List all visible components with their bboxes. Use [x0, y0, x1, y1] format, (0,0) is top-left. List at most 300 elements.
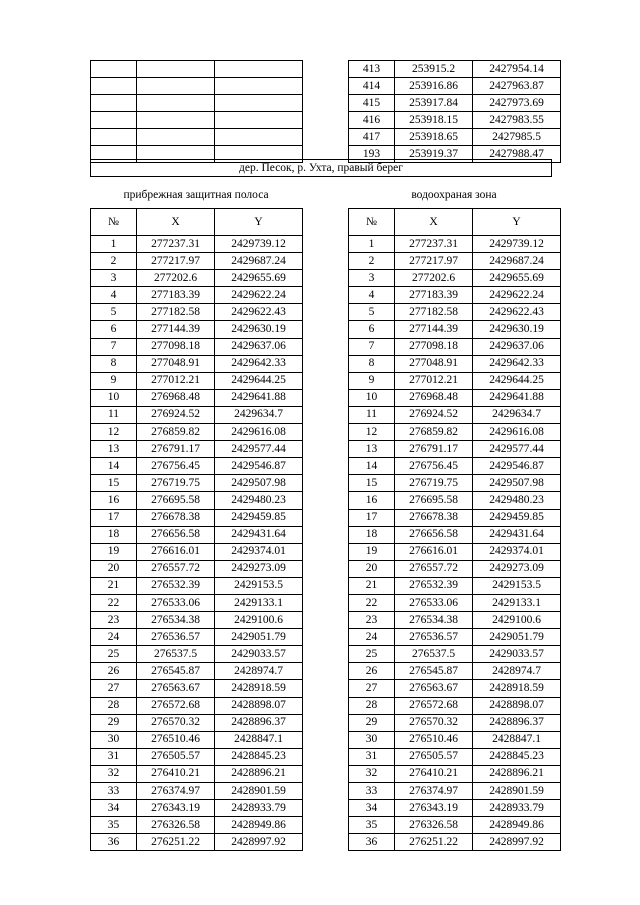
header-number: № [91, 209, 137, 236]
right-table-title: водоохраная зона [411, 189, 497, 201]
table-row [91, 129, 303, 146]
x-coordinate-cell: 276756.45 [137, 458, 215, 475]
x-coordinate-cell: 276537.5 [137, 646, 215, 663]
point-number-cell: 27 [349, 680, 395, 697]
point-number-cell: 417 [349, 129, 395, 146]
table-row [349, 543, 561, 560]
y-coordinate-cell: 2429577.44 [215, 441, 303, 458]
table-row [349, 61, 561, 78]
water-protection-zone-table [348, 208, 561, 851]
y-coordinate-cell: 2429133.1 [473, 594, 561, 611]
x-coordinate-cell [137, 78, 215, 95]
point-number-cell: 28 [91, 697, 137, 714]
x-coordinate-cell: 253915.2 [395, 61, 473, 78]
table-row [91, 577, 303, 594]
table-row [349, 594, 561, 611]
x-coordinate-cell: 276570.32 [395, 714, 473, 731]
point-number-cell: 25 [91, 646, 137, 663]
point-number-cell: 18 [349, 526, 395, 543]
y-coordinate-cell: 2429641.88 [215, 389, 303, 406]
x-coordinate-cell: 276557.72 [137, 560, 215, 577]
table-row [91, 253, 303, 270]
y-coordinate-cell: 2427963.87 [473, 78, 561, 95]
table-row [91, 406, 303, 423]
point-number-cell: 9 [91, 372, 137, 389]
point-number-cell: 16 [349, 492, 395, 509]
x-coordinate-cell: 276695.58 [137, 492, 215, 509]
x-coordinate-cell: 276563.67 [395, 680, 473, 697]
x-coordinate-cell: 276545.87 [395, 663, 473, 680]
table-row [91, 355, 303, 372]
y-coordinate-cell: 2429051.79 [473, 629, 561, 646]
x-coordinate-cell: 276410.21 [137, 765, 215, 782]
y-coordinate-cell: 2429546.87 [473, 458, 561, 475]
table-row [91, 236, 303, 253]
point-number-cell: 24 [349, 629, 395, 646]
point-number-cell: 16 [91, 492, 137, 509]
point-number-cell: 30 [91, 731, 137, 748]
point-number-cell: 27 [91, 680, 137, 697]
point-number-cell: 35 [349, 817, 395, 834]
y-coordinate-cell: 2428949.86 [473, 817, 561, 834]
point-number-cell: 3 [349, 270, 395, 287]
table-row [349, 748, 561, 765]
top-left-empty-table [90, 60, 303, 163]
table-row [91, 526, 303, 543]
y-coordinate-cell: 2428974.7 [215, 663, 303, 680]
point-number-cell: 14 [349, 458, 395, 475]
y-coordinate-cell: 2428997.92 [473, 834, 561, 851]
x-coordinate-cell: 277012.21 [395, 372, 473, 389]
point-number-cell: 12 [91, 424, 137, 441]
point-number-cell: 1 [91, 236, 137, 253]
x-coordinate-cell: 276859.82 [395, 424, 473, 441]
point-number-cell: 30 [349, 731, 395, 748]
y-coordinate-cell: 2429634.7 [215, 406, 303, 423]
x-coordinate-cell: 276510.46 [395, 731, 473, 748]
y-coordinate-cell: 2429507.98 [473, 475, 561, 492]
y-coordinate-cell: 2428974.7 [473, 663, 561, 680]
x-coordinate-cell: 277217.97 [395, 253, 473, 270]
table-row [349, 112, 561, 129]
y-coordinate-cell: 2428918.59 [215, 680, 303, 697]
point-number-cell [91, 61, 137, 78]
x-coordinate-cell: 276616.01 [137, 543, 215, 560]
table-row [349, 663, 561, 680]
y-coordinate-cell: 2429641.88 [473, 389, 561, 406]
y-coordinate-cell: 2427985.5 [473, 129, 561, 146]
table-row [91, 783, 303, 800]
x-coordinate-cell: 276533.06 [395, 594, 473, 611]
point-number-cell: 23 [349, 612, 395, 629]
x-coordinate-cell: 276572.68 [395, 697, 473, 714]
x-coordinate-cell: 276532.39 [137, 577, 215, 594]
table-row [349, 800, 561, 817]
point-number-cell: 3 [91, 270, 137, 287]
y-coordinate-cell: 2428896.21 [215, 765, 303, 782]
table-row [349, 270, 561, 287]
header-x: X [137, 209, 215, 236]
table-row [349, 526, 561, 543]
point-number-cell: 14 [91, 458, 137, 475]
y-coordinate-cell: 2429033.57 [473, 646, 561, 663]
x-coordinate-cell: 253917.84 [395, 95, 473, 112]
point-number-cell: 22 [91, 594, 137, 611]
table-row [349, 577, 561, 594]
table-row [91, 372, 303, 389]
header-y: Y [473, 209, 561, 236]
table-row [349, 338, 561, 355]
y-coordinate-cell: 2429642.33 [473, 355, 561, 372]
y-coordinate-cell: 2429459.85 [473, 509, 561, 526]
table-row [349, 509, 561, 526]
table-row [349, 817, 561, 834]
x-coordinate-cell: 277202.6 [137, 270, 215, 287]
x-coordinate-cell: 276545.87 [137, 663, 215, 680]
point-number-cell: 9 [349, 372, 395, 389]
y-coordinate-cell: 2429637.06 [473, 338, 561, 355]
x-coordinate-cell: 276678.38 [137, 509, 215, 526]
point-number-cell: 415 [349, 95, 395, 112]
point-number-cell: 2 [349, 253, 395, 270]
x-coordinate-cell: 276251.22 [395, 834, 473, 851]
y-coordinate-cell [215, 112, 303, 129]
x-coordinate-cell: 276719.75 [395, 475, 473, 492]
point-number-cell: 414 [349, 78, 395, 95]
y-coordinate-cell: 2429622.43 [473, 304, 561, 321]
x-coordinate-cell: 253918.65 [395, 129, 473, 146]
table-row [91, 338, 303, 355]
table-row [91, 748, 303, 765]
x-coordinate-cell: 277183.39 [395, 287, 473, 304]
y-coordinate-cell: 2429637.06 [215, 338, 303, 355]
x-coordinate-cell: 276534.38 [395, 612, 473, 629]
y-coordinate-cell: 2428847.1 [215, 731, 303, 748]
point-number-cell: 7 [91, 338, 137, 355]
y-coordinate-cell: 2429577.44 [473, 441, 561, 458]
table-row [349, 646, 561, 663]
x-coordinate-cell [137, 129, 215, 146]
x-coordinate-cell: 276326.58 [137, 817, 215, 834]
y-coordinate-cell: 2429374.01 [473, 543, 561, 560]
y-coordinate-cell: 2429630.19 [215, 321, 303, 338]
y-coordinate-cell: 2429634.7 [473, 406, 561, 423]
x-coordinate-cell: 276678.38 [395, 509, 473, 526]
y-coordinate-cell: 2428896.37 [215, 714, 303, 731]
y-coordinate-cell: 2429459.85 [215, 509, 303, 526]
point-number-cell: 26 [349, 663, 395, 680]
point-number-cell: 13 [91, 441, 137, 458]
point-number-cell: 5 [349, 304, 395, 321]
table-row [91, 78, 303, 95]
table-row [349, 287, 561, 304]
table-row [91, 95, 303, 112]
point-number-cell: 34 [91, 800, 137, 817]
point-number-cell: 8 [91, 355, 137, 372]
header-number: № [349, 209, 395, 236]
y-coordinate-cell [215, 95, 303, 112]
x-coordinate-cell: 276656.58 [137, 526, 215, 543]
y-coordinate-cell: 2429051.79 [215, 629, 303, 646]
point-number-cell: 10 [91, 389, 137, 406]
table-row [91, 594, 303, 611]
y-coordinate-cell: 2429273.09 [473, 560, 561, 577]
y-coordinate-cell: 2427973.69 [473, 95, 561, 112]
x-coordinate-cell: 253918.15 [395, 112, 473, 129]
table-row [349, 714, 561, 731]
point-number-cell: 32 [349, 765, 395, 782]
point-number-cell: 6 [349, 321, 395, 338]
x-coordinate-cell: 276924.52 [137, 406, 215, 423]
point-number-cell: 12 [349, 424, 395, 441]
y-coordinate-cell: 2429546.87 [215, 458, 303, 475]
table-row [91, 800, 303, 817]
point-number-cell: 19 [91, 543, 137, 560]
y-coordinate-cell: 2429133.1 [215, 594, 303, 611]
x-coordinate-cell [137, 61, 215, 78]
y-coordinate-cell [215, 78, 303, 95]
point-number-cell: 29 [91, 714, 137, 731]
point-number-cell: 11 [349, 406, 395, 423]
x-coordinate-cell: 276656.58 [395, 526, 473, 543]
table-row [91, 270, 303, 287]
y-coordinate-cell: 2429480.23 [215, 492, 303, 509]
x-coordinate-cell: 276791.17 [395, 441, 473, 458]
x-coordinate-cell: 276616.01 [395, 543, 473, 560]
point-number-cell: 11 [91, 406, 137, 423]
point-number-cell: 5 [91, 304, 137, 321]
y-coordinate-cell: 2429642.33 [215, 355, 303, 372]
point-number-cell: 36 [349, 834, 395, 851]
point-number-cell: 2 [91, 253, 137, 270]
point-number-cell: 36 [91, 834, 137, 851]
point-number-cell: 33 [349, 783, 395, 800]
point-number-cell: 6 [91, 321, 137, 338]
y-coordinate-cell: 2429687.24 [215, 253, 303, 270]
y-coordinate-cell: 2428847.1 [473, 731, 561, 748]
y-coordinate-cell: 2428898.07 [215, 697, 303, 714]
y-coordinate-cell: 2429622.24 [215, 287, 303, 304]
x-coordinate-cell: 276251.22 [137, 834, 215, 851]
table-header-row [91, 209, 303, 236]
y-coordinate-cell: 2429507.98 [215, 475, 303, 492]
x-coordinate-cell: 276343.19 [395, 800, 473, 817]
table-row [91, 112, 303, 129]
point-number-cell: 25 [349, 646, 395, 663]
y-coordinate-cell: 2428933.79 [473, 800, 561, 817]
x-coordinate-cell: 277144.39 [395, 321, 473, 338]
x-coordinate-cell: 276791.17 [137, 441, 215, 458]
y-coordinate-cell: 2429100.6 [473, 612, 561, 629]
y-coordinate-cell: 2427988.47 [473, 146, 561, 163]
y-coordinate-cell: 2429100.6 [215, 612, 303, 629]
point-number-cell [91, 95, 137, 112]
table-row [91, 646, 303, 663]
point-number-cell [91, 78, 137, 95]
x-coordinate-cell: 277183.39 [137, 287, 215, 304]
table-row [91, 560, 303, 577]
coastal-protection-strip-table [90, 208, 303, 851]
y-coordinate-cell: 2429273.09 [215, 560, 303, 577]
point-number-cell: 15 [91, 475, 137, 492]
x-coordinate-cell: 276756.45 [395, 458, 473, 475]
point-number-cell: 21 [91, 577, 137, 594]
table-row [349, 78, 561, 95]
point-number-cell: 31 [349, 748, 395, 765]
table-row [349, 458, 561, 475]
table-row [91, 304, 303, 321]
y-coordinate-cell: 2429739.12 [473, 236, 561, 253]
header-y: Y [215, 209, 303, 236]
point-number-cell: 31 [91, 748, 137, 765]
x-coordinate-cell: 276968.48 [395, 389, 473, 406]
point-number-cell: 32 [91, 765, 137, 782]
x-coordinate-cell: 277182.58 [137, 304, 215, 321]
x-coordinate-cell: 277098.18 [137, 338, 215, 355]
y-coordinate-cell: 2429431.64 [215, 526, 303, 543]
x-coordinate-cell: 277012.21 [137, 372, 215, 389]
table-row [349, 304, 561, 321]
point-number-cell: 26 [91, 663, 137, 680]
table-row [349, 372, 561, 389]
table-row [349, 95, 561, 112]
y-coordinate-cell: 2427983.55 [473, 112, 561, 129]
x-coordinate-cell: 276343.19 [137, 800, 215, 817]
y-coordinate-cell: 2428933.79 [215, 800, 303, 817]
point-number-cell: 20 [349, 560, 395, 577]
point-number-cell [91, 112, 137, 129]
x-coordinate-cell: 277237.31 [137, 236, 215, 253]
y-coordinate-cell: 2428997.92 [215, 834, 303, 851]
table-row [349, 697, 561, 714]
table-row [91, 509, 303, 526]
point-number-cell: 22 [349, 594, 395, 611]
table-row [91, 61, 303, 78]
x-coordinate-cell: 277237.31 [395, 236, 473, 253]
table-row [349, 765, 561, 782]
point-number-cell: 23 [91, 612, 137, 629]
x-coordinate-cell: 276505.57 [395, 748, 473, 765]
x-coordinate-cell: 276968.48 [137, 389, 215, 406]
x-coordinate-cell [137, 95, 215, 112]
x-coordinate-cell [137, 112, 215, 129]
point-number-cell: 33 [91, 783, 137, 800]
x-coordinate-cell: 276374.97 [395, 783, 473, 800]
y-coordinate-cell: 2428896.37 [473, 714, 561, 731]
table-row [91, 714, 303, 731]
x-coordinate-cell: 276510.46 [137, 731, 215, 748]
table-row [91, 287, 303, 304]
y-coordinate-cell: 2428949.86 [215, 817, 303, 834]
point-number-cell: 19 [349, 543, 395, 560]
point-number-cell: 29 [349, 714, 395, 731]
table-row [349, 492, 561, 509]
y-coordinate-cell: 2429153.5 [473, 577, 561, 594]
table-row [349, 612, 561, 629]
table-row [91, 492, 303, 509]
x-coordinate-cell: 276859.82 [137, 424, 215, 441]
y-coordinate-cell: 2429655.69 [473, 270, 561, 287]
y-coordinate-cell: 2429374.01 [215, 543, 303, 560]
x-coordinate-cell: 277144.39 [137, 321, 215, 338]
table-row [349, 475, 561, 492]
y-coordinate-cell: 2428845.23 [473, 748, 561, 765]
table-row [349, 680, 561, 697]
table-row [91, 629, 303, 646]
table-row [349, 253, 561, 270]
y-coordinate-cell: 2429480.23 [473, 492, 561, 509]
y-coordinate-cell: 2428845.23 [215, 748, 303, 765]
y-coordinate-cell: 2429153.5 [215, 577, 303, 594]
y-coordinate-cell: 2429687.24 [473, 253, 561, 270]
table-row [349, 129, 561, 146]
table-row [91, 543, 303, 560]
x-coordinate-cell: 277048.91 [137, 355, 215, 372]
x-coordinate-cell: 276563.67 [137, 680, 215, 697]
y-coordinate-cell: 2429033.57 [215, 646, 303, 663]
x-coordinate-cell: 276533.06 [137, 594, 215, 611]
point-number-cell: 21 [349, 577, 395, 594]
point-number-cell: 24 [91, 629, 137, 646]
x-coordinate-cell: 277202.6 [395, 270, 473, 287]
point-number-cell: 18 [91, 526, 137, 543]
point-number-cell: 17 [349, 509, 395, 526]
point-number-cell: 15 [349, 475, 395, 492]
table-row [349, 834, 561, 851]
y-coordinate-cell: 2429622.24 [473, 287, 561, 304]
table-row [91, 834, 303, 851]
table-row [91, 663, 303, 680]
x-coordinate-cell: 276695.58 [395, 492, 473, 509]
x-coordinate-cell: 276410.21 [395, 765, 473, 782]
x-coordinate-cell: 276536.57 [395, 629, 473, 646]
y-coordinate-cell [215, 129, 303, 146]
y-coordinate-cell: 2428896.21 [473, 765, 561, 782]
x-coordinate-cell: 276537.5 [395, 646, 473, 663]
table-row [349, 560, 561, 577]
x-coordinate-cell: 276924.52 [395, 406, 473, 423]
table-row [91, 321, 303, 338]
y-coordinate-cell: 2429616.08 [473, 424, 561, 441]
point-number-cell [91, 129, 137, 146]
point-number-cell: 4 [91, 287, 137, 304]
point-number-cell: 413 [349, 61, 395, 78]
table-row [349, 441, 561, 458]
table-row [91, 475, 303, 492]
point-number-cell: 7 [349, 338, 395, 355]
table-row [91, 680, 303, 697]
table-row [349, 389, 561, 406]
table-row [91, 817, 303, 834]
table-row [349, 355, 561, 372]
table-row [349, 424, 561, 441]
x-coordinate-cell: 276719.75 [137, 475, 215, 492]
y-coordinate-cell: 2429644.25 [215, 372, 303, 389]
y-coordinate-cell: 2429644.25 [473, 372, 561, 389]
table-row [91, 458, 303, 475]
point-number-cell: 34 [349, 800, 395, 817]
y-coordinate-cell: 2428901.59 [473, 783, 561, 800]
y-coordinate-cell: 2429431.64 [473, 526, 561, 543]
x-coordinate-cell: 276536.57 [137, 629, 215, 646]
y-coordinate-cell: 2428918.59 [473, 680, 561, 697]
y-coordinate-cell: 2427954.14 [473, 61, 561, 78]
table-row [91, 389, 303, 406]
x-coordinate-cell: 276534.38 [137, 612, 215, 629]
x-coordinate-cell: 277182.58 [395, 304, 473, 321]
table-row [349, 321, 561, 338]
table-row [91, 731, 303, 748]
